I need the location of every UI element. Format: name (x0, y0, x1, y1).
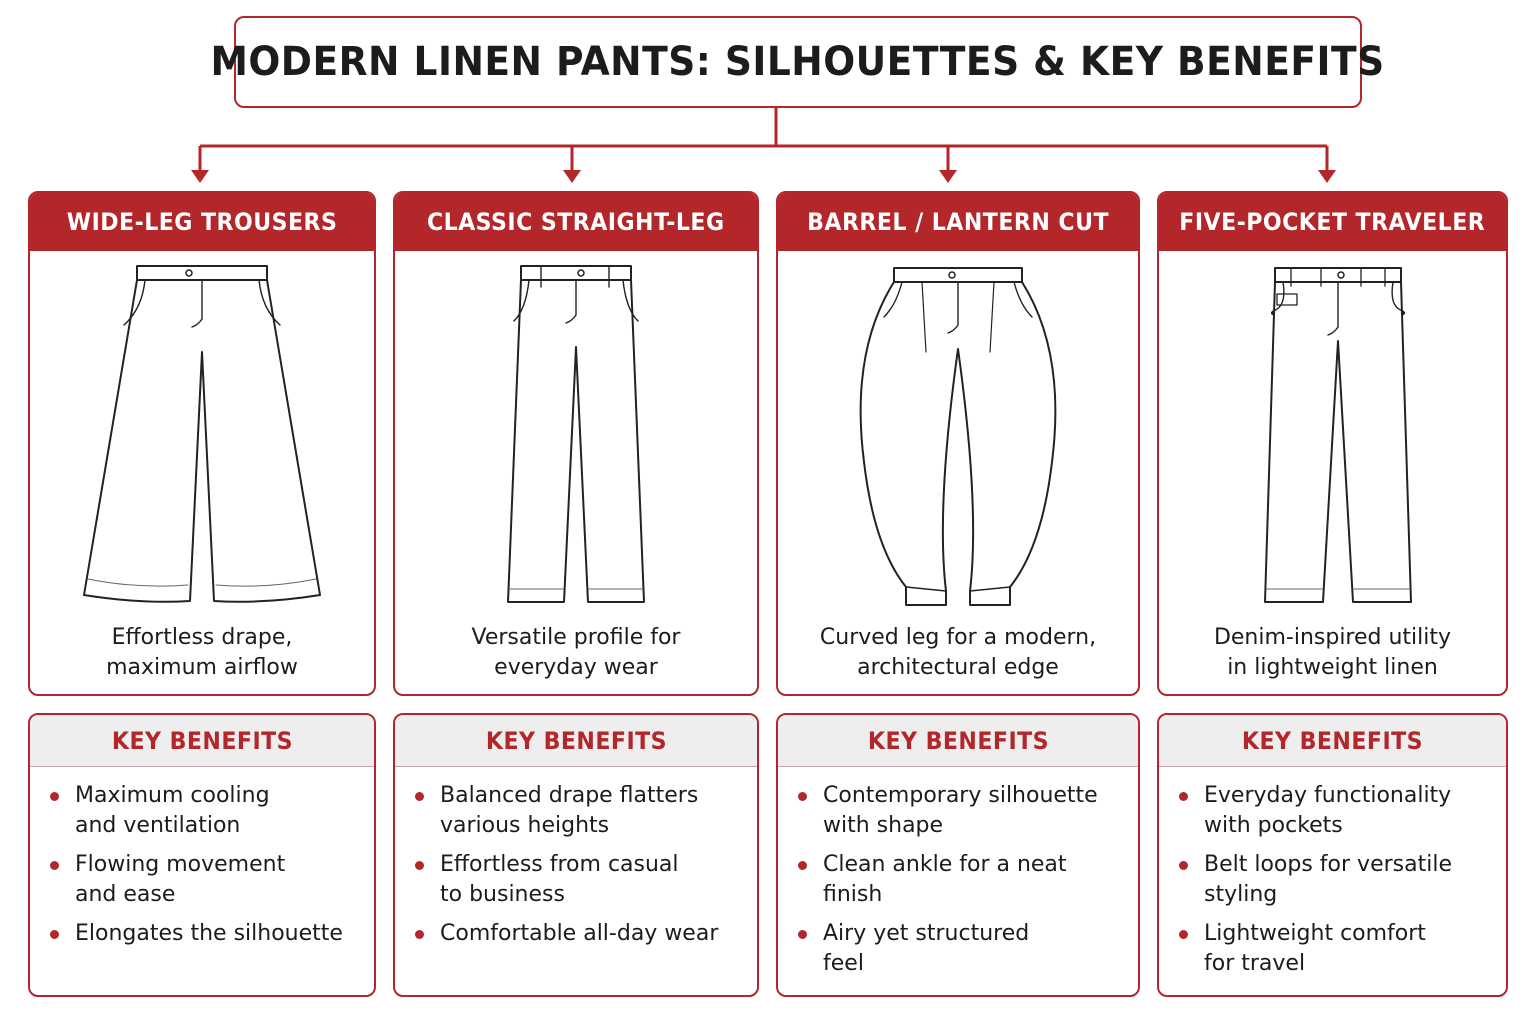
benefit-line: for travel (1204, 951, 1306, 976)
benefit-item (395, 850, 757, 910)
caption-line: everyday wear (494, 655, 658, 680)
benefit-line: Balanced drape flatters (440, 783, 699, 808)
card-header (395, 193, 757, 251)
benefit-line: Comfortable all-day wear (440, 921, 719, 946)
card-caption (40, 623, 364, 683)
benefits-header (30, 715, 374, 767)
benefit-line: finish (823, 882, 883, 907)
benefit-line: various heights (440, 813, 610, 838)
benefit-item (30, 850, 374, 910)
benefits-panel-wide-leg (28, 713, 376, 997)
benefits-heading: KEY BENEFITS (867, 726, 1049, 755)
benefit-item (1159, 781, 1506, 841)
benefit-item (395, 781, 757, 841)
card-caption (405, 623, 747, 683)
bullet-icon (1179, 930, 1188, 939)
card-heading: WIDE-LEG TROUSERS (66, 208, 338, 236)
caption-line: maximum airflow (106, 655, 298, 680)
benefit-item (1159, 919, 1506, 979)
benefit-line: with shape (823, 813, 944, 838)
bullet-icon (50, 792, 59, 801)
benefit-line: Lightweight comfort (1204, 921, 1426, 946)
benefit-item (778, 781, 1138, 841)
card-heading: CLASSIC STRAIGHT-LEG (427, 208, 725, 236)
benefit-line: Maximum cooling (75, 783, 270, 808)
benefit-item (30, 919, 374, 949)
barrel-trousers-icon (838, 257, 1078, 617)
arrow-head-4 (1318, 170, 1336, 183)
benefit-line: and ventilation (75, 813, 241, 838)
straight-leg-trousers-icon (456, 257, 696, 617)
arrow-head-1 (191, 170, 209, 183)
bullet-icon (415, 861, 424, 870)
benefit-line: styling (1204, 882, 1278, 907)
benefit-line: Airy yet structured (823, 921, 1030, 946)
benefits-panel-barrel (776, 713, 1140, 997)
card-wide-leg (28, 191, 376, 696)
benefit-line: Everyday functionality (1204, 783, 1452, 808)
benefits-heading: KEY BENEFITS (1241, 726, 1424, 755)
card-caption (788, 623, 1128, 683)
benefit-list (395, 767, 757, 949)
card-heading: BARREL / LANTERN CUT (807, 208, 1109, 236)
five-pocket-trousers-icon (1213, 257, 1453, 617)
benefit-line: to business (440, 882, 565, 907)
benefit-item (1159, 850, 1506, 910)
caption-line: Effortless drape, (111, 625, 293, 650)
card-header (778, 193, 1138, 251)
caption-line: Versatile profile for (471, 625, 681, 650)
benefit-line: Effortless from casual (440, 852, 679, 877)
benefits-header (1159, 715, 1506, 767)
bullet-icon (50, 930, 59, 939)
benefit-list (1159, 767, 1506, 979)
caption-line: Denim-inspired utility (1213, 625, 1452, 650)
arrow-head-3 (939, 170, 957, 183)
benefit-line: Contemporary silhouette (823, 783, 1098, 808)
connector-arrows (0, 0, 1536, 190)
benefits-heading: KEY BENEFITS (485, 726, 667, 755)
benefit-line: Belt loops for versatile (1204, 852, 1452, 877)
benefit-item (778, 850, 1138, 910)
card-barrel (776, 191, 1140, 696)
caption-line: Curved leg for a modern, (819, 625, 1097, 650)
benefit-list (778, 767, 1138, 979)
page-title: MODERN LINEN PANTS: SILHOUETTES & KEY BENEFITS (210, 39, 1386, 85)
caption-line: architectural edge (857, 655, 1059, 680)
card-header (30, 193, 374, 251)
benefit-item (778, 919, 1138, 979)
benefit-item (30, 781, 374, 841)
bullet-icon (798, 930, 807, 939)
benefit-line: Elongates the silhouette (75, 921, 343, 946)
card-caption (1169, 623, 1496, 683)
benefits-header (778, 715, 1138, 767)
bullet-icon (415, 930, 424, 939)
bullet-icon (1179, 792, 1188, 801)
card-header (1159, 193, 1506, 251)
benefit-line: and ease (75, 882, 176, 907)
caption-line: in lightweight linen (1227, 655, 1438, 680)
benefit-list (30, 767, 374, 949)
bullet-icon (798, 792, 807, 801)
arrow-head-2 (563, 170, 581, 183)
bullet-icon (1179, 861, 1188, 870)
bullet-icon (415, 792, 424, 801)
benefits-header (395, 715, 757, 767)
benefits-heading: KEY BENEFITS (111, 726, 293, 755)
bullet-icon (50, 861, 59, 870)
wide-leg-trousers-icon (82, 257, 322, 617)
benefits-panel-straight-leg (393, 713, 759, 997)
benefit-line: Clean ankle for a neat (823, 852, 1067, 877)
benefits-panel-five-pocket (1157, 713, 1508, 997)
card-heading: FIVE-POCKET TRAVELER (1179, 208, 1486, 236)
benefit-line: feel (823, 951, 864, 976)
card-straight-leg (393, 191, 759, 696)
benefit-item (395, 919, 757, 949)
card-five-pocket (1157, 191, 1508, 696)
bullet-icon (798, 861, 807, 870)
benefit-line: with pockets (1204, 813, 1343, 838)
benefit-line: Flowing movement (75, 852, 286, 877)
